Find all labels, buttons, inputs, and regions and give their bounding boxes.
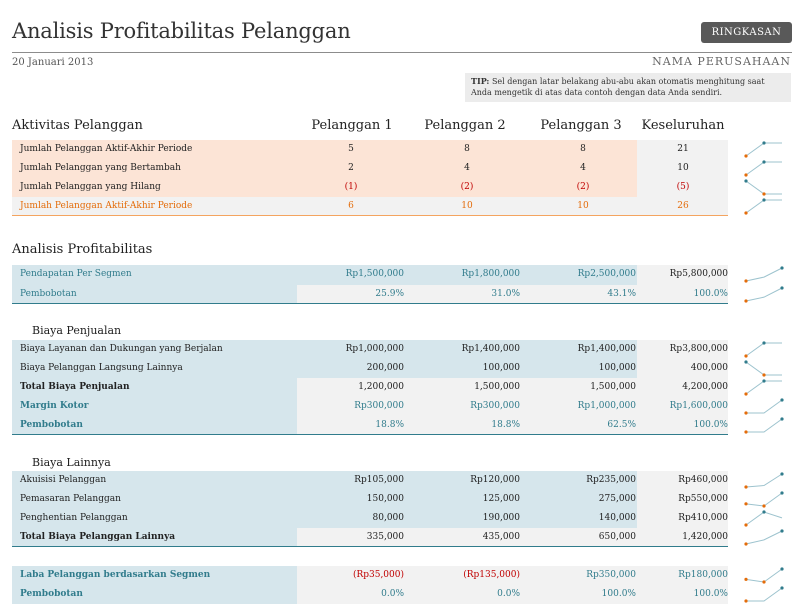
- column-header-total: Keseluruhan: [641, 118, 725, 133]
- sparkline-line: [746, 200, 782, 213]
- sparkline-point: [780, 529, 783, 532]
- cell-value: 100.0%: [693, 589, 728, 599]
- column-header-1: Pelanggan 1: [311, 118, 393, 133]
- sparkline: [743, 340, 785, 359]
- table-row: [12, 159, 728, 178]
- table-row: [12, 509, 728, 528]
- sparkline-point: [762, 341, 765, 344]
- row-label: Margin Kotor: [20, 401, 89, 411]
- cell-value[interactable]: 190,000: [482, 513, 520, 523]
- row-label: Jumlah Pelanggan yang Hilang: [20, 182, 161, 192]
- cell-value[interactable]: 8: [464, 144, 470, 154]
- sparkline: [743, 265, 785, 284]
- cell-value: 1,500,000: [474, 382, 520, 392]
- cell-value: 1,420,000: [682, 532, 728, 542]
- cell-value[interactable]: Rp1,400,000: [577, 344, 636, 354]
- sparkline-point: [744, 542, 747, 545]
- sparkline-line: [746, 381, 782, 394]
- table-row: [12, 178, 728, 197]
- table-row: [12, 490, 728, 509]
- sparkline-point: [744, 392, 747, 395]
- sparkline: [743, 397, 785, 416]
- cell-value: 100.0%: [693, 289, 728, 299]
- table-row: [12, 471, 728, 490]
- cell-value[interactable]: 2: [348, 163, 354, 173]
- table-row: [12, 140, 728, 159]
- sparkline-line: [746, 493, 782, 506]
- sales-section-title: Biaya Penjualan: [32, 324, 122, 337]
- cell-value[interactable]: Rp1,800,000: [461, 269, 520, 279]
- row-label: Laba Pelanggan berdasarkan Segmen: [20, 570, 211, 580]
- sparkline-point: [744, 299, 747, 302]
- cell-value[interactable]: 275,000: [598, 494, 636, 504]
- cell-value: 43.1%: [607, 289, 636, 299]
- sparkline-line: [746, 362, 782, 375]
- cell-value[interactable]: 150,000: [366, 494, 404, 504]
- row-label: Akuisisi Pelanggan: [20, 475, 107, 485]
- table-row: [12, 416, 728, 435]
- cell-value: 26: [677, 201, 689, 211]
- sparkline: [743, 285, 785, 304]
- sparkline-point: [780, 398, 783, 401]
- cell-value[interactable]: Rp1,400,000: [461, 344, 520, 354]
- activity-divider: [12, 215, 728, 216]
- sparkline: [743, 566, 785, 585]
- sparkline-point: [744, 411, 747, 414]
- sparkline-point: [744, 578, 747, 581]
- sparkline-point: [780, 417, 783, 420]
- sparkline-point: [762, 510, 765, 513]
- sparkline-point: [744, 485, 747, 488]
- cell-value: 25.9%: [375, 289, 404, 299]
- cell-value: 10: [577, 201, 589, 211]
- tip-text: Sel dengan latar belakang abu-abu akan otomatis menghitung saat Anda mengetik di atas data contoh dengan data Anda sendiri.: [471, 77, 765, 97]
- other-section-title: Biaya Lainnya: [32, 456, 111, 469]
- cell-value: 435,000: [482, 532, 520, 542]
- cell-value: 1,500,000: [590, 382, 636, 392]
- sparkline: [743, 416, 785, 435]
- cell-value: 10: [461, 201, 473, 211]
- sparkline-point: [744, 179, 747, 182]
- sparkline: [743, 509, 785, 528]
- cell-value: (Rp35,000): [352, 570, 404, 580]
- table-row: [12, 566, 728, 585]
- cell-value: Rp300,000: [354, 401, 404, 411]
- cell-value: 18.8%: [375, 420, 404, 430]
- table-row: [12, 378, 728, 397]
- sparkline: [743, 359, 785, 378]
- sparkline-point: [744, 523, 747, 526]
- sparkline-line: [746, 569, 782, 582]
- cell-value[interactable]: (2): [460, 182, 474, 192]
- cell-value[interactable]: Rp120,000: [470, 475, 520, 485]
- cell-value: Rp1,000,000: [577, 401, 636, 411]
- table-row: [12, 528, 728, 547]
- row-label: Biaya Layanan dan Dukungan yang Berjalan: [20, 344, 223, 354]
- sparkline-point: [744, 279, 747, 282]
- sparkline-line: [746, 531, 782, 544]
- sparkline-line: [746, 143, 782, 156]
- sparkline-point: [744, 173, 747, 176]
- cell-value: (Rp135,000): [463, 570, 520, 580]
- profit-divider: [12, 303, 728, 304]
- row-label: Total Biaya Pelanggan Lainnya: [20, 532, 176, 542]
- sparkline-point: [780, 567, 783, 570]
- table-row: [12, 585, 728, 604]
- row-label: Pemasaran Pelanggan: [20, 494, 121, 504]
- sparkline: [743, 197, 785, 216]
- cell-value: Rp550,000: [678, 494, 728, 504]
- sparkline: [743, 585, 785, 604]
- cell-value: 31.0%: [491, 289, 520, 299]
- tip-label: TIP:: [471, 76, 490, 86]
- sparkline-line: [746, 588, 782, 601]
- sparkline-point: [744, 354, 747, 357]
- column-header-3: Pelanggan 3: [540, 118, 622, 133]
- sparkline-point: [762, 580, 765, 583]
- cell-value: Rp180,000: [678, 570, 728, 580]
- tip-box: [465, 73, 791, 102]
- page-title: Analisis Profitabilitas Pelanggan: [12, 19, 351, 43]
- sparkline-point: [780, 266, 783, 269]
- sparkline-line: [746, 162, 782, 175]
- sparkline: [743, 140, 785, 159]
- sparkline-line: [746, 419, 782, 432]
- cell-value: 1,200,000: [358, 382, 404, 392]
- cell-value[interactable]: 80,000: [372, 513, 404, 523]
- cell-value[interactable]: 200,000: [366, 363, 404, 373]
- table-row: [12, 359, 728, 378]
- row-label: Pembobotan: [20, 289, 77, 299]
- column-header-2: Pelanggan 2: [424, 118, 506, 133]
- cell-value: 62.5%: [607, 420, 636, 430]
- row-label: Total Biaya Penjualan: [20, 382, 130, 392]
- cell-value[interactable]: 8: [580, 144, 586, 154]
- cell-value[interactable]: 125,000: [482, 494, 520, 504]
- sparkline: [743, 378, 785, 397]
- company-name[interactable]: NAMA PERUSAHAAN: [652, 55, 791, 68]
- cell-value: Rp350,000: [586, 570, 636, 580]
- cell-value: 6: [348, 201, 354, 211]
- table-row: [12, 197, 728, 216]
- cell-value: 650,000: [598, 532, 636, 542]
- table-row: [12, 340, 728, 359]
- report-date[interactable]: 20 Januari 2013: [12, 57, 94, 68]
- sparkline-point: [780, 286, 783, 289]
- sales-divider: [12, 434, 728, 435]
- cell-value: Rp410,000: [678, 513, 728, 523]
- sparkline-line: [746, 400, 782, 413]
- table-row: [12, 397, 728, 416]
- sparkline-point: [744, 154, 747, 157]
- cell-value[interactable]: Rp1,000,000: [345, 344, 404, 354]
- table-row: [12, 285, 728, 304]
- cell-value: 0.0%: [381, 589, 404, 599]
- sparkline-point: [744, 360, 747, 363]
- cell-value[interactable]: (1): [344, 182, 358, 192]
- cell-value: Rp5,800,000: [669, 269, 728, 279]
- summary-button[interactable]: RINGKASAN: [701, 22, 792, 43]
- other-divider: [12, 546, 728, 547]
- row-label: Jumlah Pelanggan Aktif-Akhir Periode: [20, 201, 193, 211]
- sparkline-point: [780, 586, 783, 589]
- sparkline-line: [746, 343, 782, 356]
- table-row: [12, 265, 728, 285]
- cell-value[interactable]: 100,000: [482, 363, 520, 373]
- sparkline-line: [746, 288, 782, 301]
- cell-value[interactable]: Rp105,000: [354, 475, 404, 485]
- sparkline-point: [762, 198, 765, 201]
- profit-section-title: Analisis Profitabilitas: [12, 242, 153, 257]
- sparkline-line: [746, 512, 782, 525]
- cell-value[interactable]: Rp1,500,000: [345, 269, 404, 279]
- sparkline-line: [746, 181, 782, 194]
- activity-section-title: Aktivitas Pelanggan: [12, 118, 143, 133]
- cell-value[interactable]: 10: [677, 163, 689, 173]
- row-label: Pembobotan: [20, 420, 83, 430]
- row-label: Biaya Pelanggan Langsung Lainnya: [20, 363, 183, 373]
- sparkline: [743, 528, 785, 547]
- sparkline-point: [762, 504, 765, 507]
- sparkline-point: [762, 160, 765, 163]
- cell-value[interactable]: 4: [464, 163, 470, 173]
- sparkline-point: [762, 373, 765, 376]
- cell-value[interactable]: (5): [676, 182, 690, 192]
- sparkline-point: [762, 379, 765, 382]
- sparkline: [743, 471, 785, 490]
- sparkline: [743, 490, 785, 509]
- cell-value[interactable]: 140,000: [598, 513, 636, 523]
- cell-value: 4,200,000: [682, 382, 728, 392]
- sparkline-line: [746, 474, 782, 487]
- cell-value[interactable]: (2): [576, 182, 590, 192]
- sparkline-point: [744, 502, 747, 505]
- row-label: Jumlah Pelanggan yang Bertambah: [20, 163, 181, 173]
- cell-value[interactable]: Rp2,500,000: [577, 269, 636, 279]
- cell-value: 18.8%: [491, 420, 520, 430]
- sparkline-line: [746, 268, 782, 281]
- sparkline-point: [780, 491, 783, 494]
- cell-value[interactable]: 5: [348, 144, 354, 154]
- sparkline: [743, 178, 785, 197]
- row-label: Penghentian Pelanggan: [20, 513, 128, 523]
- cell-value: 400,000: [690, 363, 728, 373]
- cell-value: 100.0%: [601, 589, 636, 599]
- cell-value: 0.0%: [497, 589, 520, 599]
- cell-value: Rp3,800,000: [669, 344, 728, 354]
- sparkline-point: [780, 472, 783, 475]
- sparkline-point: [762, 192, 765, 195]
- cell-value: Rp460,000: [678, 475, 728, 485]
- row-label: Jumlah Pelanggan Aktif-Akhir Periode: [20, 144, 193, 154]
- cell-value[interactable]: 100,000: [598, 363, 636, 373]
- cell-value: Rp1,600,000: [669, 401, 728, 411]
- cell-value[interactable]: 21: [677, 144, 689, 154]
- cell-value[interactable]: 4: [580, 163, 586, 173]
- header-divider: [12, 52, 792, 53]
- cell-value: 335,000: [366, 532, 404, 542]
- cell-value[interactable]: Rp235,000: [586, 475, 636, 485]
- row-label: Pendapatan Per Segmen: [20, 269, 132, 279]
- sparkline-point: [762, 141, 765, 144]
- cell-value: Rp300,000: [470, 401, 520, 411]
- sparkline-point: [744, 211, 747, 214]
- sparkline: [743, 159, 785, 178]
- row-label: Pembobotan: [20, 589, 83, 599]
- sparkline-point: [744, 430, 747, 433]
- cell-value: 100.0%: [693, 420, 728, 430]
